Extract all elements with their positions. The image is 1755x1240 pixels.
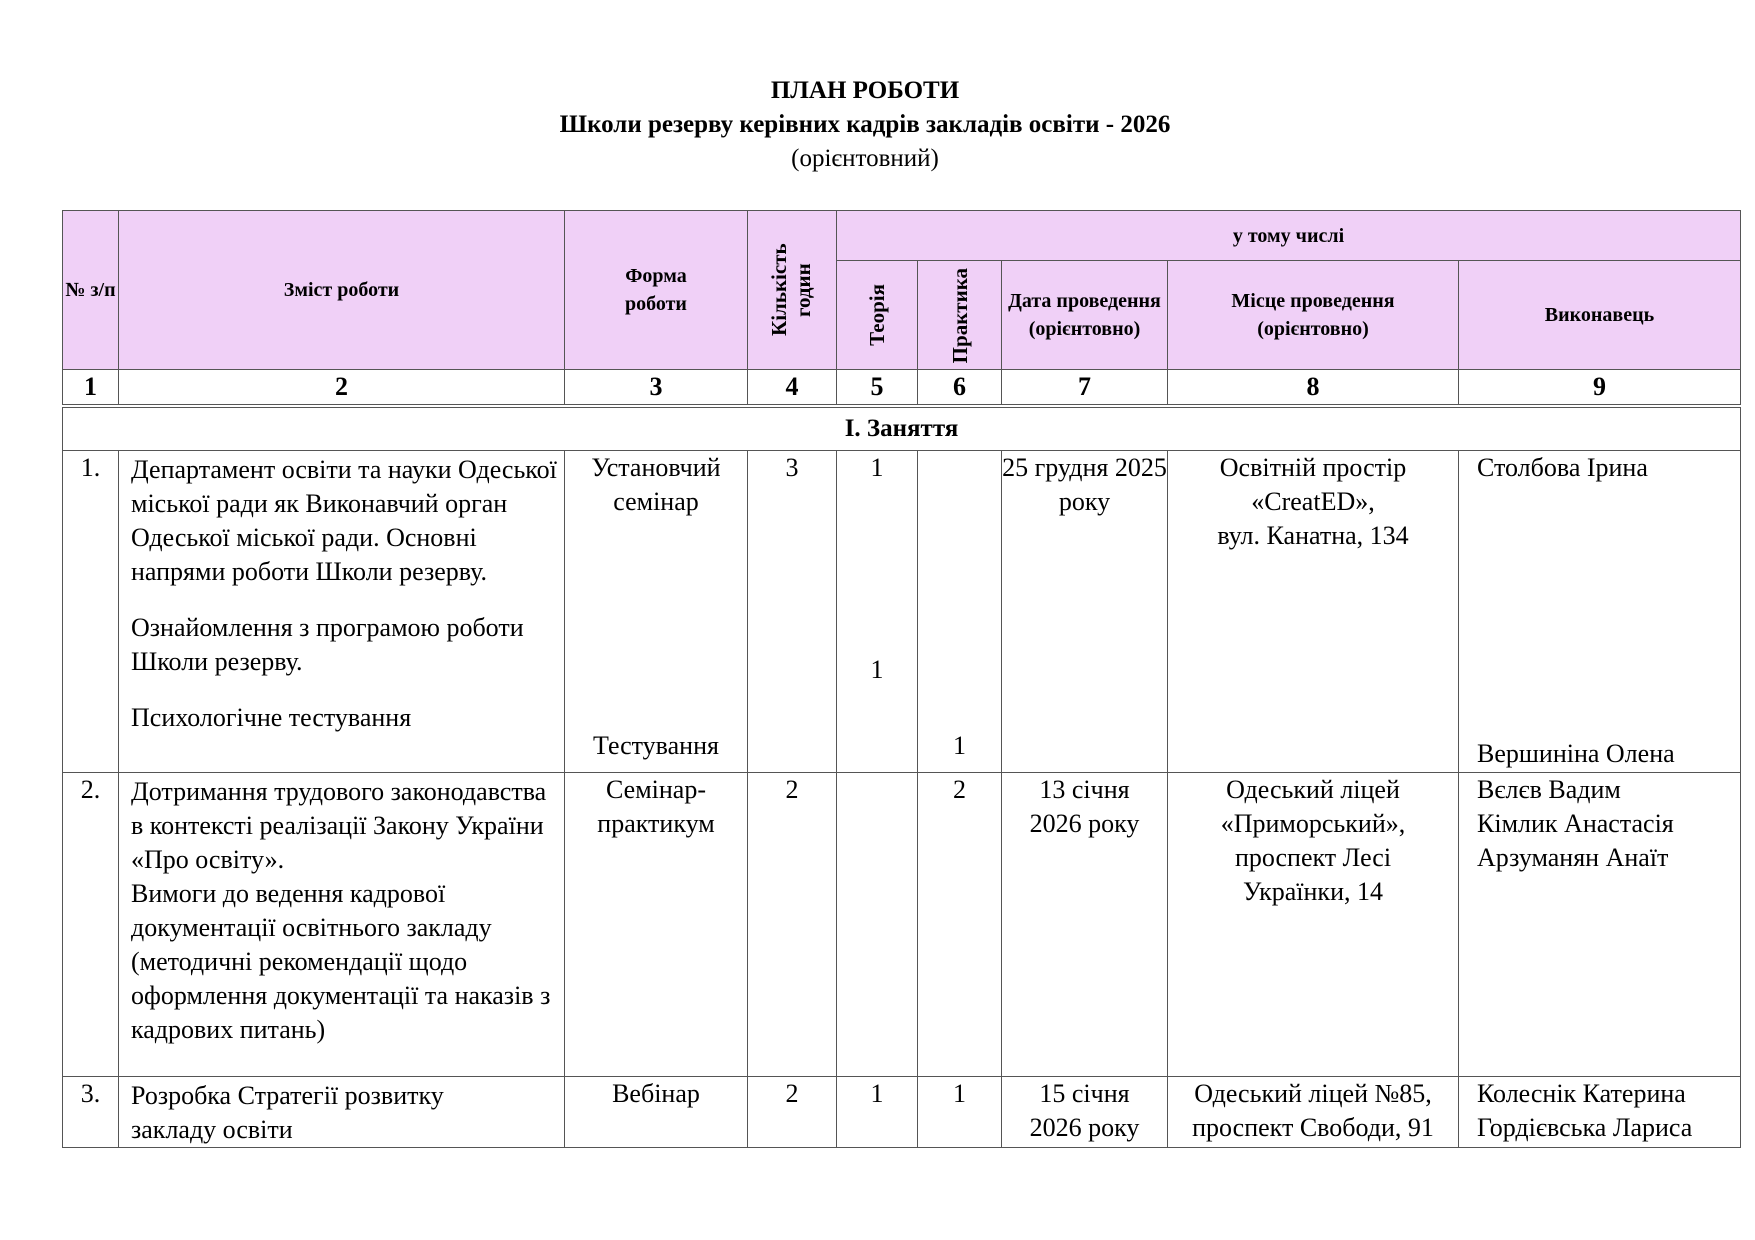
row-practice: 2	[918, 773, 1002, 1077]
practice-value: 1	[953, 731, 966, 760]
theory-value: 1	[870, 655, 884, 684]
document-header	[0, 74, 1730, 176]
section-row	[63, 408, 1741, 451]
header-place: Місце проведення (орієнтовно)	[1168, 261, 1459, 370]
header-date: Дата проведення (орієнтовно)	[1002, 261, 1168, 370]
col-number: 1	[63, 370, 119, 405]
form-value: Установчий семінар	[591, 453, 721, 516]
header-content: Зміст роботи	[119, 211, 565, 370]
row-place: Одеський ліцей №85, проспект Свободи, 91	[1168, 1077, 1459, 1148]
executor-name: Арзуманян Анаїт	[1477, 843, 1669, 872]
row-date: 25 грудня 2025 року	[1002, 451, 1168, 773]
row-hours: 2	[748, 1077, 837, 1148]
row-content	[119, 1077, 565, 1148]
col-number: 8	[1168, 370, 1459, 405]
row-practice	[918, 451, 1002, 773]
table-row	[63, 451, 1741, 773]
row-place: Одеський ліцей «Приморський», проспект Лесі Українки, 14	[1168, 773, 1459, 1077]
col-number: 3	[565, 370, 748, 405]
row-executor	[1459, 1077, 1741, 1148]
executor-name: Столбова Ірина	[1477, 453, 1648, 482]
col-number: 7	[1002, 370, 1168, 405]
document-title: ПЛАН РОБОТИ	[770, 77, 960, 104]
section-title: І. Заняття	[63, 408, 1741, 451]
header-form: Форма роботи	[565, 211, 748, 370]
place-line: вул. Канатна, 134	[1217, 521, 1409, 550]
header-hours	[748, 211, 837, 370]
col-number: 6	[918, 370, 1002, 405]
row-number: 3.	[63, 1077, 119, 1148]
content-paragraph: Розробка Стратегії розвитку закладу освіти	[131, 1081, 444, 1144]
document-subtitle: Школи резерву керівних кадрів закладів освіти - 2026	[559, 111, 1171, 138]
row-hours: 3	[748, 451, 837, 773]
content-paragraph: Ознайомлення з програмою роботи Школи резерву.	[131, 613, 524, 676]
header-hours-label: Кількість годин	[767, 243, 815, 337]
row-number: 2.	[63, 773, 119, 1077]
col-number: 2	[119, 370, 565, 405]
row-form: Вебінар	[565, 1077, 748, 1148]
document-note: (орієнтовний)	[791, 145, 939, 172]
row-executor	[1459, 773, 1741, 1077]
header-no: № з/п	[63, 211, 119, 370]
column-number-row	[63, 370, 1741, 405]
executor-name: Вершиніна Олена	[1477, 739, 1675, 768]
content-paragraph: Дотримання трудового законодавства в контексті реалізації Закону України «Про освіту».	[131, 777, 547, 874]
row-executor	[1459, 451, 1741, 773]
col-number: 4	[748, 370, 837, 405]
header-practice-label: Практика	[947, 267, 972, 363]
header-theory	[837, 261, 918, 370]
place-line: Освітній простір	[1219, 453, 1407, 482]
executor-name: Гордієвська Лариса	[1477, 1113, 1693, 1142]
form-value: Тестування	[593, 731, 719, 760]
row-practice: 1	[918, 1077, 1002, 1148]
row-form	[565, 451, 748, 773]
row-content	[119, 451, 565, 773]
executor-name: Вєлєв Вадим	[1477, 775, 1621, 804]
header-executor: Виконавець	[1459, 261, 1741, 370]
row-form: Семінар-практикум	[565, 773, 748, 1077]
table-row	[63, 773, 1741, 1077]
row-hours: 2	[748, 773, 837, 1077]
content-paragraph: Департамент освіти та науки Одеської міської ради як Виконавчий орган Одеської міської ради. Основні напрями роботи Школи резерву.	[131, 455, 557, 586]
row-date: 15 січня 2026 року	[1002, 1077, 1168, 1148]
header-theory-label: Теорія	[865, 284, 889, 347]
row-date: 13 січня 2026 року	[1002, 773, 1168, 1077]
header-including: у тому числі	[837, 211, 1741, 261]
place-line: «CreatED»,	[1251, 487, 1375, 516]
row-theory: 1	[837, 1077, 918, 1148]
row-content	[119, 773, 565, 1077]
row-number: 1.	[63, 451, 119, 773]
work-plan-table	[62, 210, 1741, 1148]
col-number: 9	[1459, 370, 1741, 405]
theory-value: 1	[870, 453, 884, 482]
row-place	[1168, 451, 1459, 773]
header-practice	[918, 261, 1002, 370]
executor-name: Кімлик Анастасія	[1477, 809, 1674, 838]
table-row	[63, 1077, 1741, 1148]
row-theory	[837, 773, 918, 1077]
row-theory	[837, 451, 918, 773]
executor-name: Колеснік Катерина	[1477, 1079, 1686, 1108]
content-paragraph: Вимоги до ведення кадрової документації освітнього закладу (методичні рекомендації щодо оформлення документації та наказів з кадрових питань)	[131, 879, 551, 1044]
col-number: 5	[837, 370, 918, 405]
content-paragraph: Психологічне тестування	[131, 703, 412, 732]
